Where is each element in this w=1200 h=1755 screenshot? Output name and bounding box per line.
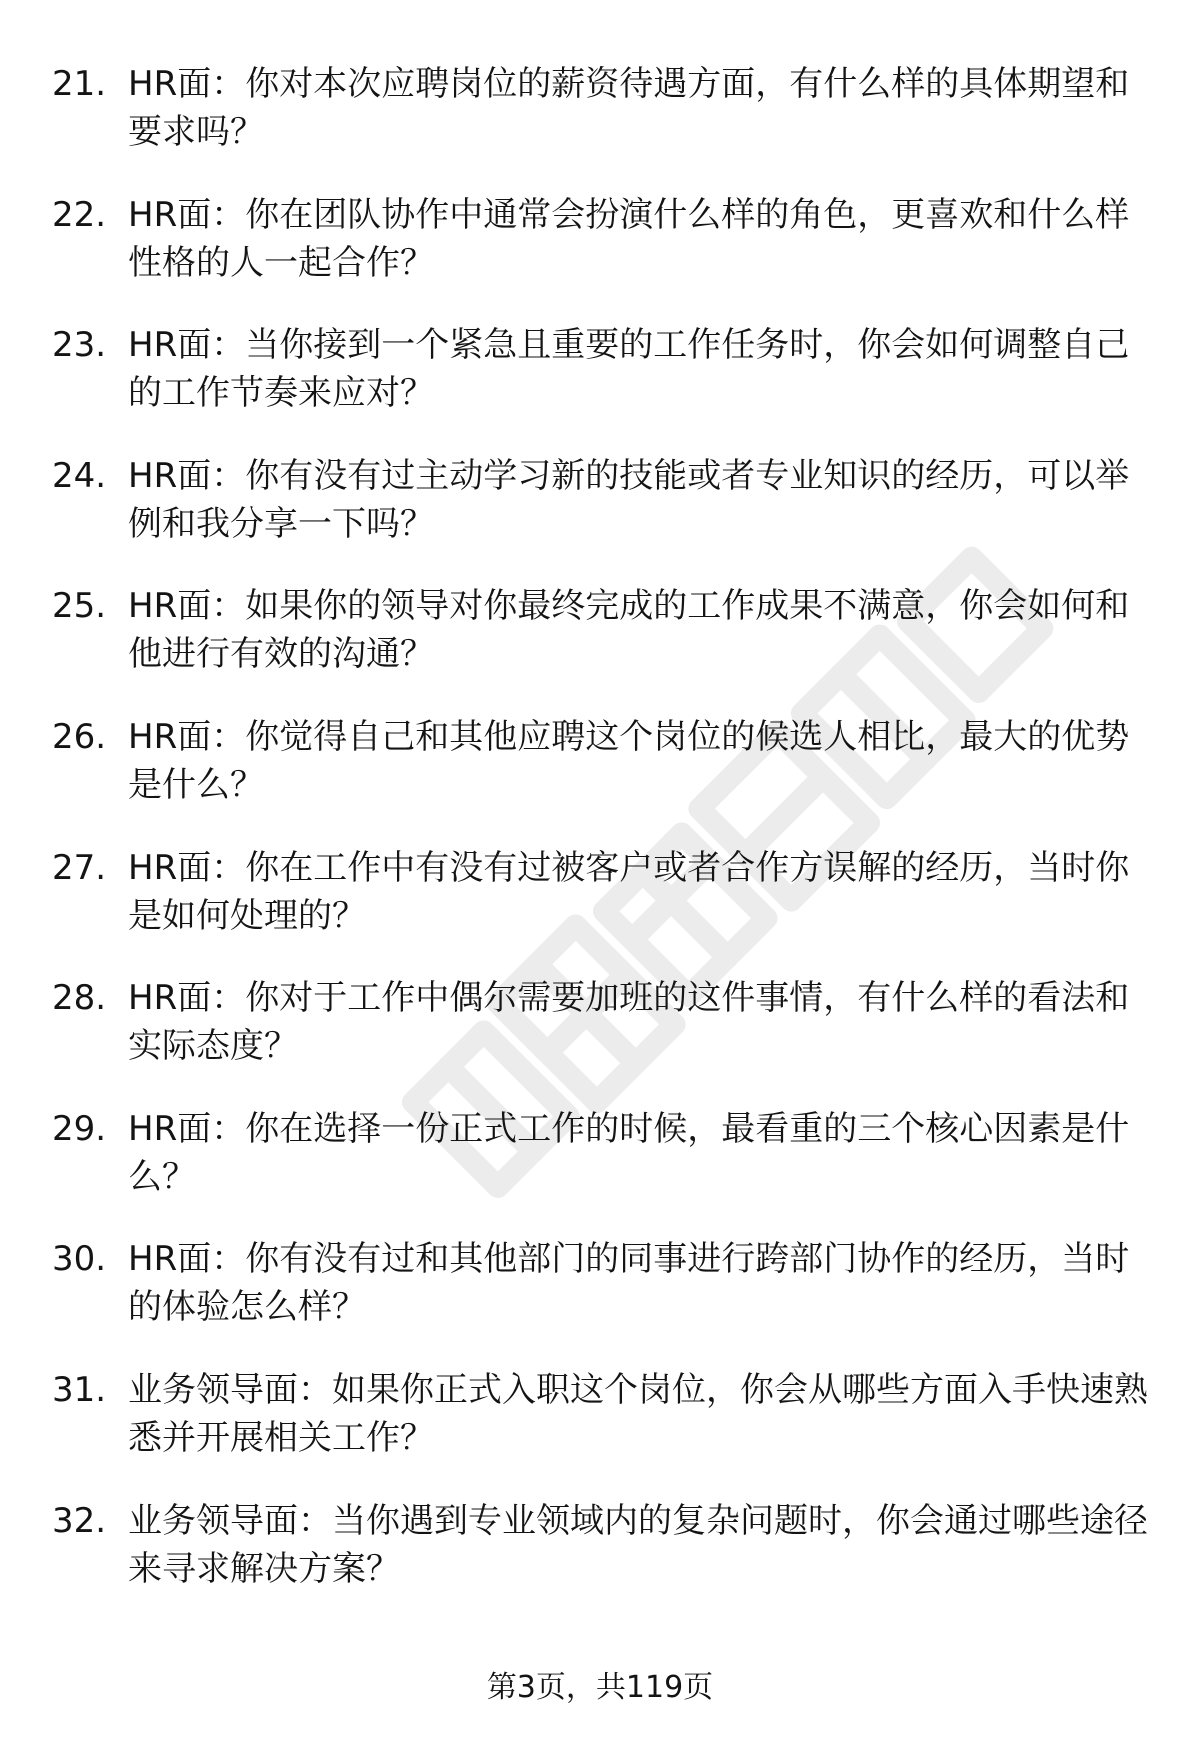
question-text: HR面：你有没有过主动学习新的技能或者专业知识的经历，可以举例和我分享一下吗？: [128, 455, 1130, 544]
question-item: [0, 974, 1200, 1105]
question-item: [0, 60, 1200, 191]
question-number: 25.: [52, 586, 107, 627]
question-text: HR面：你在选择一份正式工作的时候，最看重的三个核心因素是什么？: [128, 1108, 1130, 1197]
question-number: 27.: [52, 847, 107, 888]
question-text: 业务领导面：当你遇到专业领域内的复杂问题时，你会通过哪些途径来寻求解决方案？: [128, 1500, 1148, 1589]
question-text: HR面：你在团队协作中通常会扮演什么样的角色，更喜欢和什么样性格的人一起合作？: [128, 194, 1130, 283]
question-number: 21.: [52, 64, 107, 104]
question-number: 32.: [52, 1500, 107, 1541]
question-number: 24.: [52, 455, 107, 496]
question-number: 23.: [52, 325, 107, 366]
question-item: [0, 582, 1200, 713]
question-number: 29.: [52, 1108, 107, 1149]
question-text: HR面：当你接到一个紧急且重要的工作任务时，你会如何调整自己的工作节奏来应对？: [128, 325, 1130, 414]
question-text: 业务领导面：如果你正式入职这个岗位，你会从哪些方面入手快速熟悉并开展相关工作？: [128, 1369, 1148, 1458]
question-item: [0, 844, 1200, 975]
question-text: HR面：你对于工作中偶尔需要加班的这件事情，有什么样的看法和实际态度？: [128, 978, 1130, 1067]
question-text: HR面：你觉得自己和其他应聘这个岗位的候选人相比，最大的优势是什么？: [128, 716, 1130, 805]
question-item: [0, 321, 1200, 452]
question-number: 22.: [52, 194, 107, 235]
question-text: HR面：如果你的领导对你最终完成的工作成果不满意，你会如何和他进行有效的沟通？: [128, 586, 1130, 675]
question-item: [0, 1105, 1200, 1236]
question-item: [0, 1497, 1200, 1628]
question-number: 31.: [52, 1369, 107, 1410]
question-text: HR面：你对本次应聘岗位的薪资待遇方面，有什么样的具体期望和要求吗？: [128, 64, 1130, 152]
question-item: [0, 191, 1200, 322]
question-item: [0, 713, 1200, 844]
question-text: HR面：你在工作中有没有过被客户或者合作方误解的经历，当时你是如何处理的？: [128, 847, 1130, 936]
question-number: 30.: [52, 1239, 107, 1280]
question-text: HR面：你有没有过和其他部门的同事进行跨部门协作的经历，当时的体验怎么样？: [128, 1239, 1130, 1328]
question-list: [0, 60, 1200, 1627]
question-item: [0, 1235, 1200, 1366]
question-item: [0, 1366, 1200, 1497]
question-number: 28.: [52, 978, 107, 1019]
question-number: 26.: [52, 716, 107, 757]
page-number: 第3页，共119页: [486, 1670, 714, 1705]
question-item: [0, 452, 1200, 583]
